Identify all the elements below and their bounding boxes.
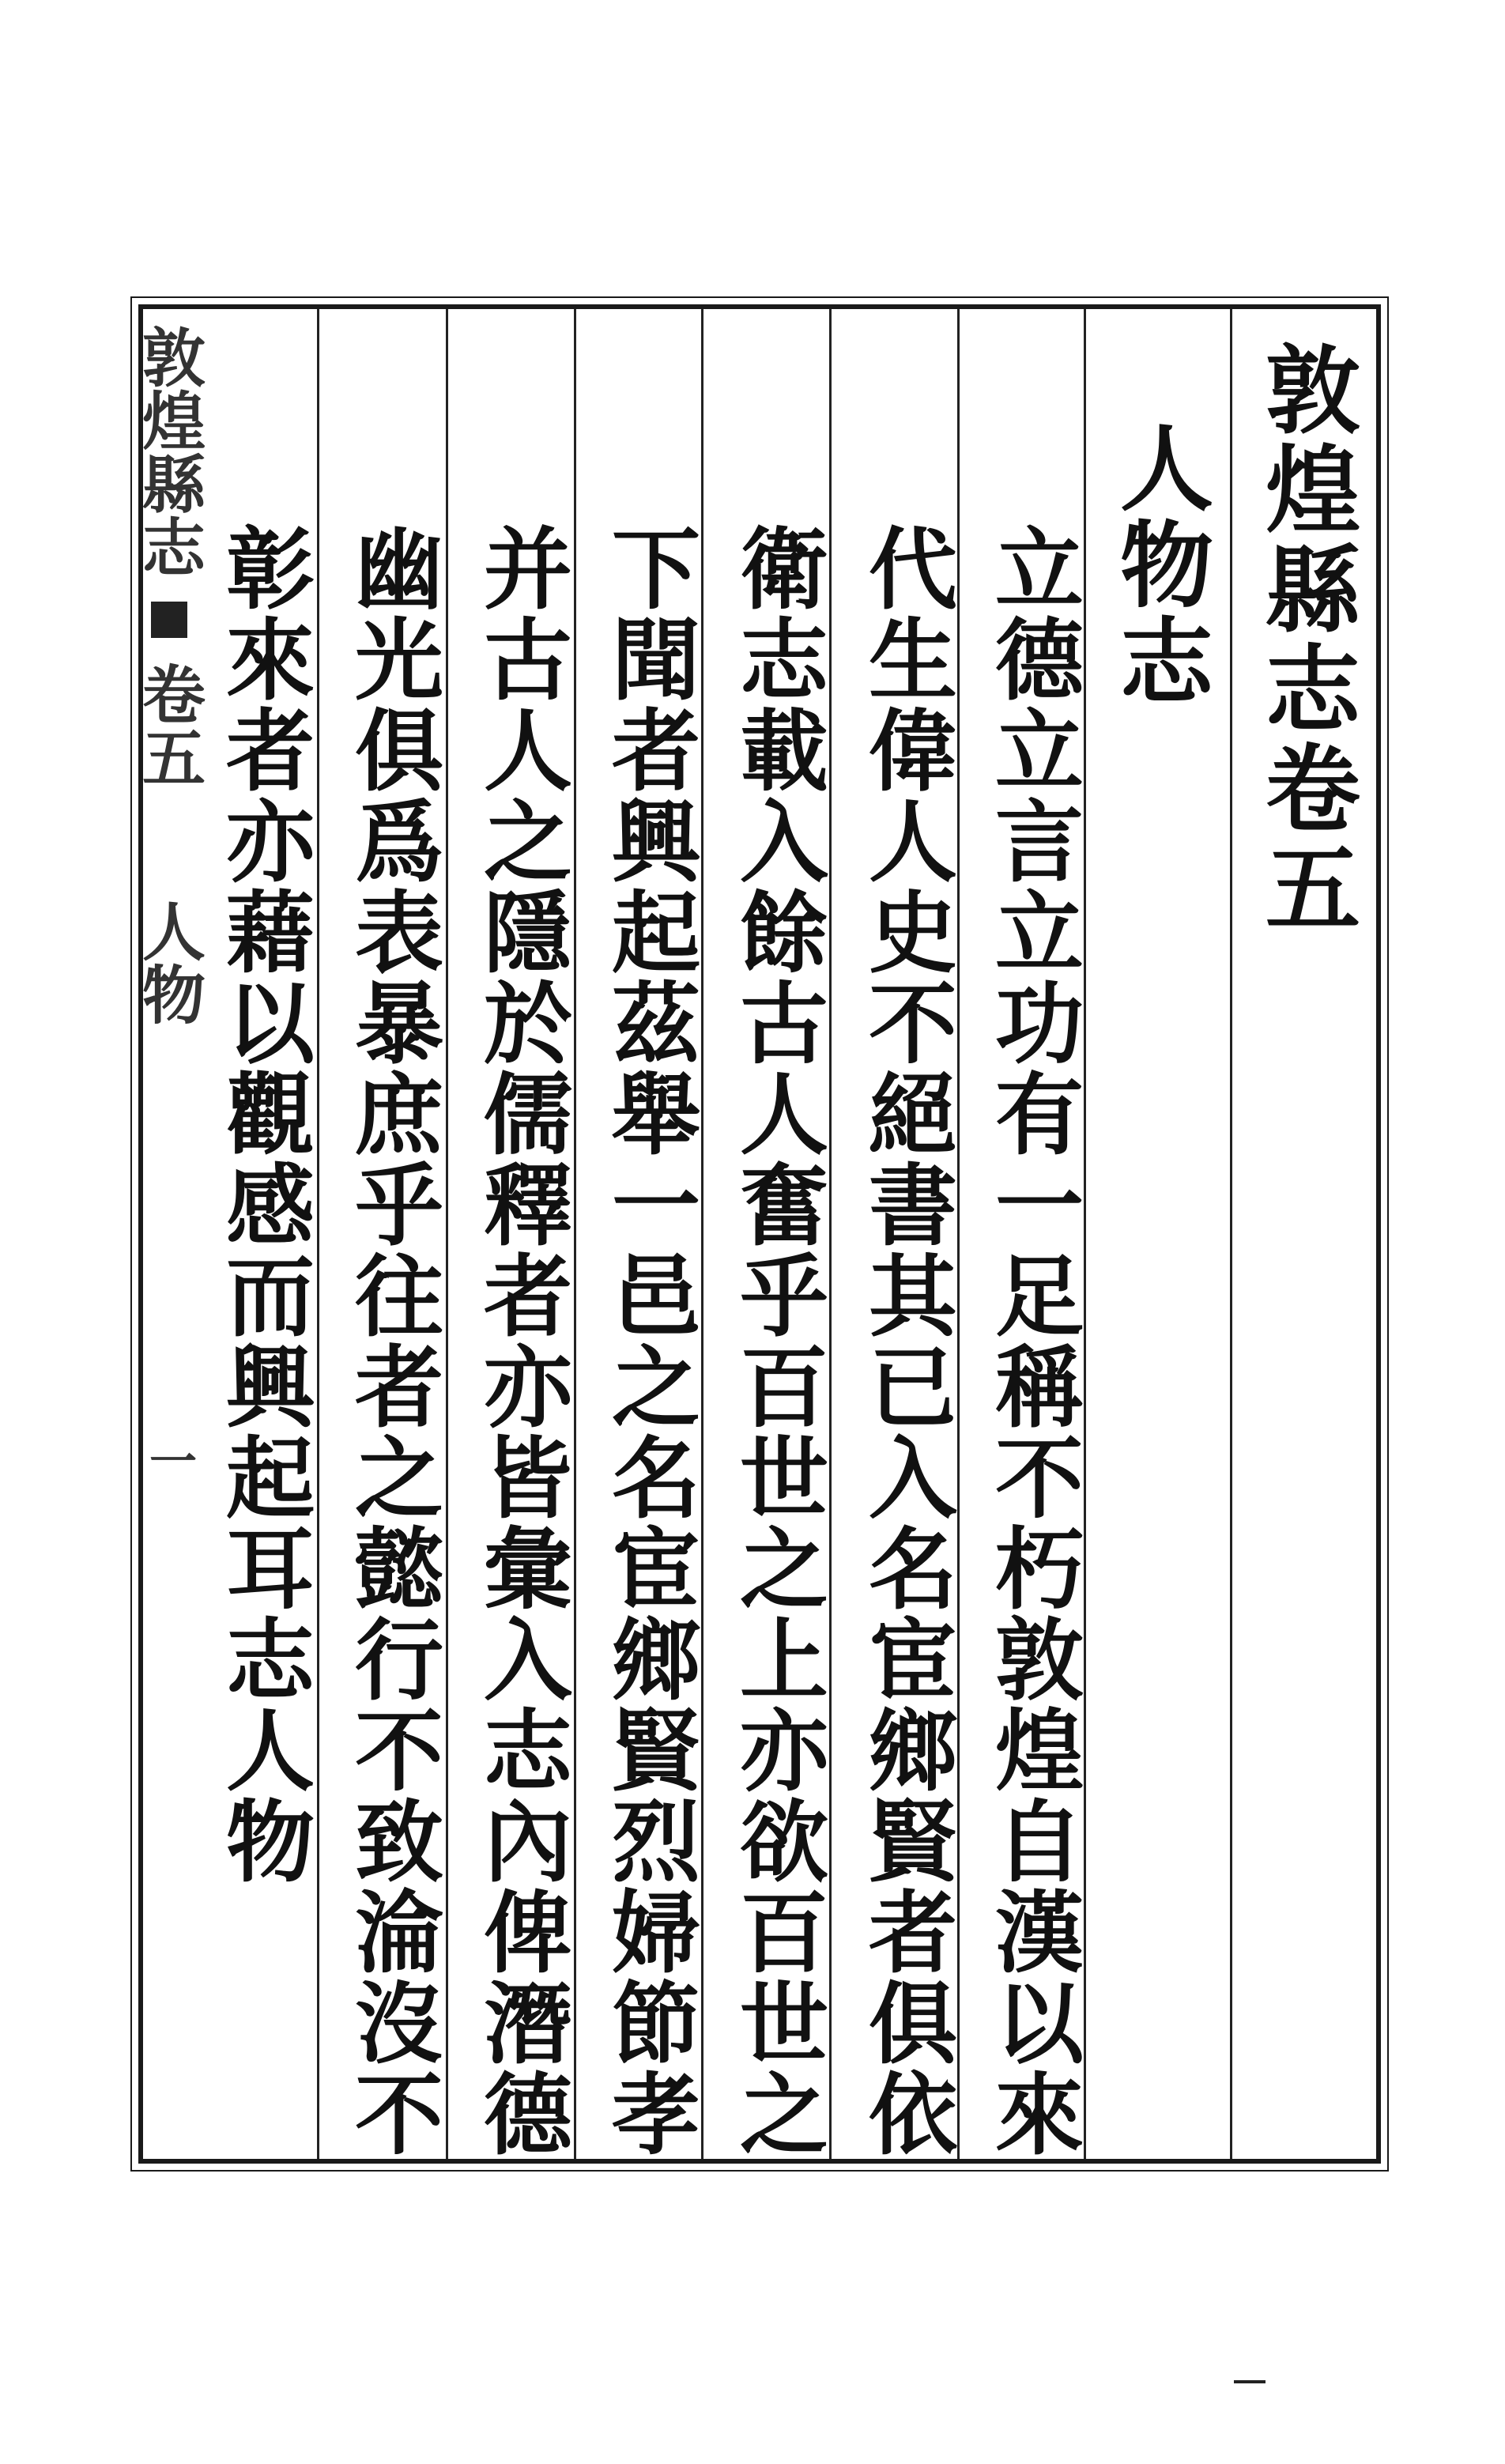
- text-line: 衛志載入餘古人奮乎百世之上亦欲百世之: [725, 523, 829, 2159]
- text-line: 彰來者亦藉以觀感而興起耳志人物: [211, 523, 315, 1886]
- margin-page-number: 一: [141, 1436, 197, 1484]
- title-column: [1242, 341, 1368, 938]
- section-heading: 人物志: [1104, 420, 1214, 709]
- column-rule: [1230, 309, 1232, 2159]
- text-column-4: [586, 523, 712, 2159]
- text-column-2: [843, 523, 969, 2159]
- text-column-3: [714, 523, 840, 2159]
- margin-fish-tail-icon: [151, 602, 187, 638]
- text-line: 并古人之隱於儒釋者亦皆彙入志內俾潛德: [469, 523, 573, 2159]
- margin-volume: 卷五: [131, 662, 206, 788]
- folio-mark: [1234, 2380, 1265, 2383]
- text-column-5: [458, 523, 584, 2159]
- text-line: 立德立言立功有一足稱不朽敦煌自漢以來: [980, 523, 1084, 2159]
- text-line: 幽光俱爲表暴庶乎往者之懿行不致淪沒不: [340, 523, 444, 2159]
- page-title: 敦煌縣志卷五: [1250, 341, 1361, 938]
- margin-topic: 人物: [131, 899, 206, 1025]
- text-column-6: [329, 523, 455, 2159]
- page-frame: [131, 304, 1381, 2164]
- section-column: [1096, 420, 1222, 709]
- text-line: 下聞者興起茲舉一邑之名宦鄉賢烈婦節孝: [597, 523, 701, 2159]
- margin-column: [131, 325, 206, 1484]
- margin-title: 敦煌縣志: [131, 325, 206, 578]
- text-line: 代生偉人史不絕書其已入名宦鄉賢者俱依: [854, 523, 958, 2159]
- text-column-7: [200, 523, 326, 1886]
- text-column-1: [969, 523, 1096, 2159]
